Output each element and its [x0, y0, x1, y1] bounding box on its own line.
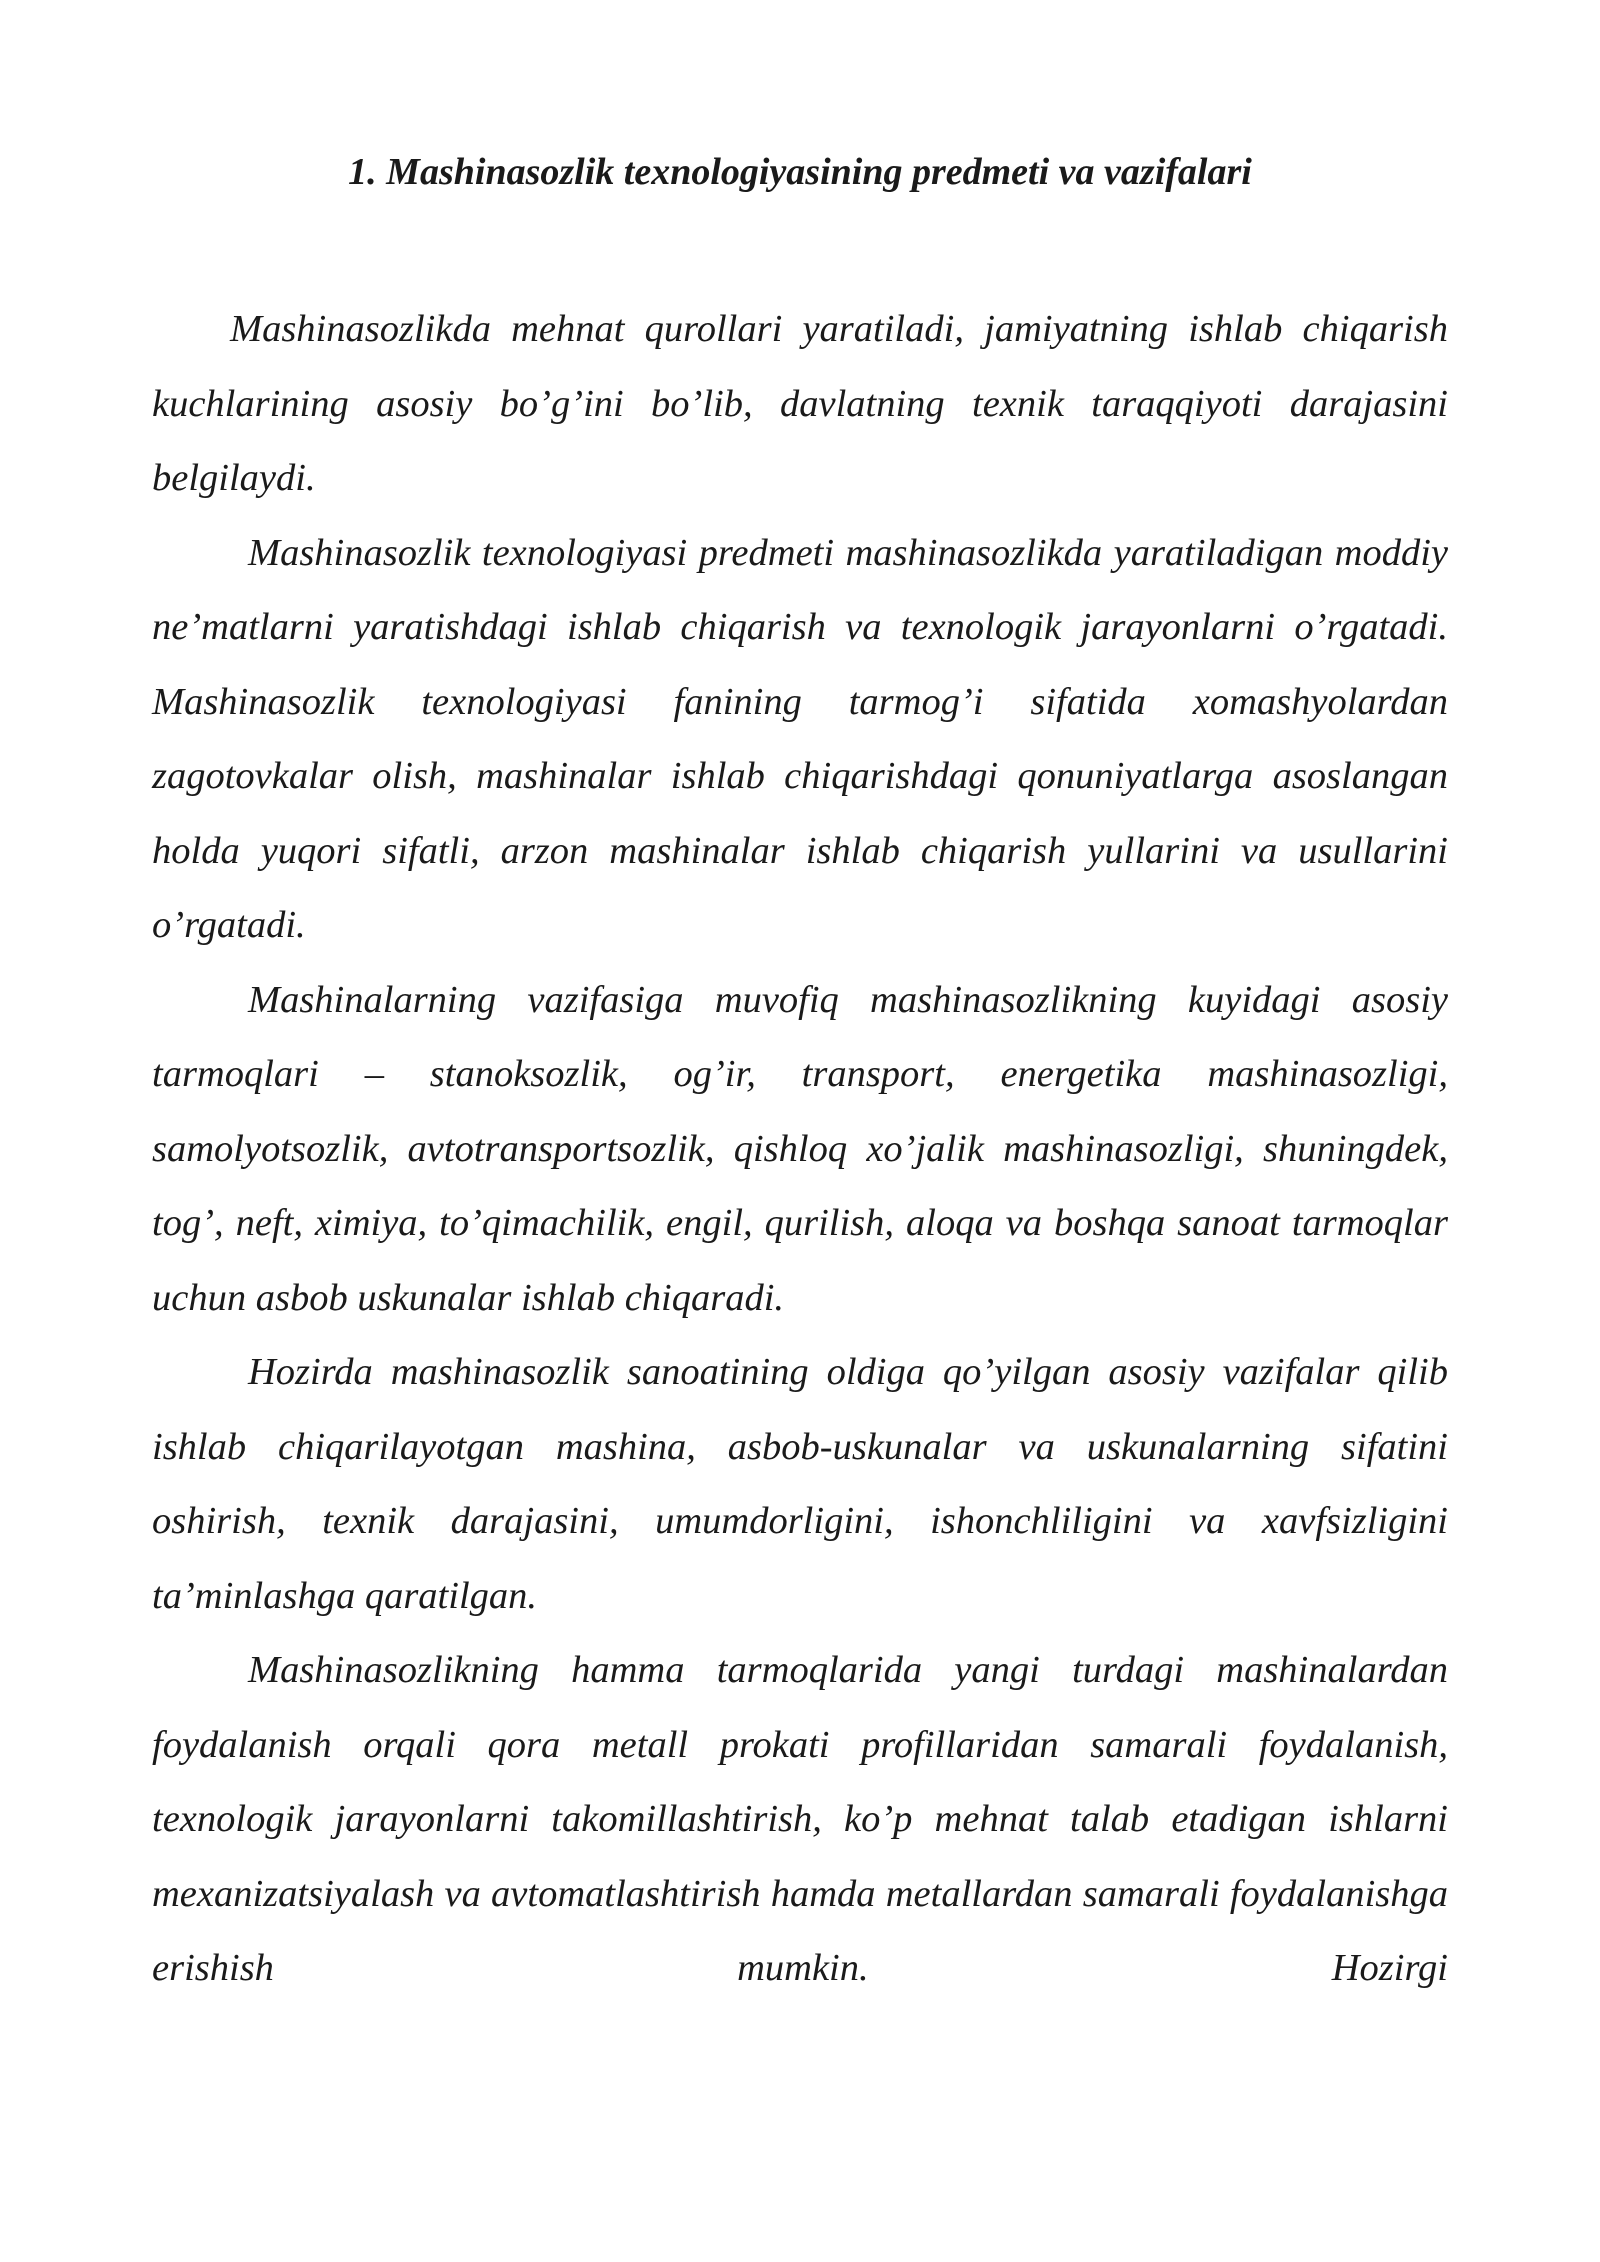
paragraph: Hozirda mashinasozlik sanoatining oldiga qo’yilgan asosiy vazifalar qilib ishlab chiqarilayotgan mashina, asbob-uskunalar va uskunalarning sifatini oshirish, texnik darajasini, umumdorligini, ishonchliligini va xavfsizligini ta’minlashga qaratilgan. [152, 1351, 1448, 1617]
document-body [152, 292, 1448, 2006]
paragraph: Mashinasozlikning hamma tarmoqlarida yangi turdagi mashinalardan foydalanish orqali qora metall prokati profillaridan samarali foydalanish, texnologik jarayonlarni takomillashtirish, ko’p mehnat talab etadigan ishlarni mexanizatsiyalash va avtomatlashtirish hamda metallardan samarali foydalanishga erishish mumkin. Hozirgi [152, 1649, 1448, 1989]
paragraph: Mashinasozlikda mehnat qurollari yaratiladi, jamiyatning ishlab chiqarish kuchlarining asosiy bo’g’ini bo’lib, davlatning texnik taraqqiyoti darajasini belgilaydi. [152, 308, 1448, 499]
paragraph: Mashinasozlik texnologiyasi predmeti mashinasozlikda yaratiladigan moddiy ne’matlarni yaratishdagi ishlab chiqarish va texnologik jarayonlarni o’rgatadi. Mashinasozlik texnologiyasi fanining tarmog’i sifatida xomashyolardan zagotovkalar olish, mashinalar ishlab chiqarishdagi qonuniyatlarga asoslangan holda yuqori sifatli, arzon mashinalar ishlab chiqarish yullarini va usullarini o’rgatadi. [152, 531, 1448, 946]
paragraph: Mashinalarning vazifasiga muvofiq mashinasozlikning kuyidagi asosiy tarmoqlari – stanoksozlik, og’ir, transport, energetika mashinasozligi, samolyotsozlik, avtotransportsozlik, qishloq xo’jalik mashinasozligi, shuningdek, tog’, neft, ximiya, to’qimachilik, engil, qurilish, aloqa va boshqa sanoat tarmoqlar uchun asbob uskunalar ishlab chiqaradi. [152, 978, 1448, 1319]
page-title: 1. Mashinasozlik texnologiyasining predmeti va vazifalari [348, 151, 1252, 193]
